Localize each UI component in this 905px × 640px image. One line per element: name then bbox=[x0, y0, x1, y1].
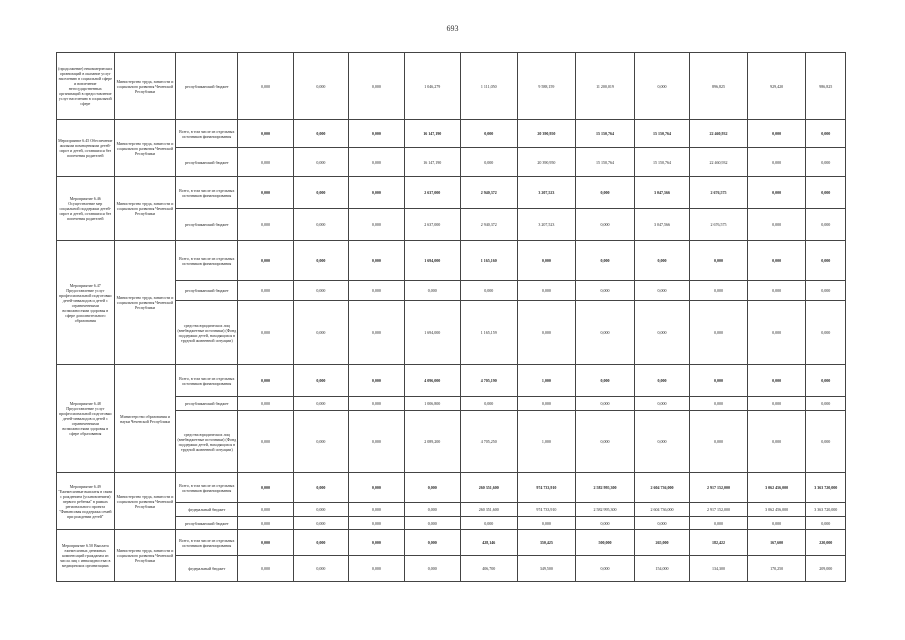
table-row bbox=[57, 530, 846, 556]
budget-value: 0,000 bbox=[747, 517, 806, 530]
budget-value: 0,000 bbox=[238, 411, 293, 473]
funding-source: Всего, в том числе из отдельных источников финансирования bbox=[176, 473, 238, 503]
budget-value: 0,000 bbox=[349, 148, 404, 177]
budget-value: 0,000 bbox=[517, 397, 576, 411]
activity-name: Мероприятие 6.47 Предоставление услуг профессиональной подготовки детей-инвалидов и детей с ограниченными возможностями здоровья в сфере дополнительного образования bbox=[57, 241, 115, 365]
budget-value: 1 165,159 bbox=[461, 301, 518, 365]
funding-source: Всего, в том числе из отдельных источников финансирования bbox=[176, 530, 238, 556]
page-number: 693 bbox=[446, 24, 459, 33]
funding-source: Всего, в том числе из отдельных источников финансирования bbox=[176, 120, 238, 148]
budget-value: 0,000 bbox=[690, 365, 748, 397]
budget-value: 0,000 bbox=[238, 397, 293, 411]
budget-value: 0,000 bbox=[806, 148, 846, 177]
budget-value: 0,000 bbox=[404, 281, 461, 301]
budget-value: 15 150,764 bbox=[576, 148, 635, 177]
budget-value: 0,000 bbox=[806, 517, 846, 530]
budget-value: 2 604 736,000 bbox=[634, 473, 689, 503]
budget-value: 0,000 bbox=[690, 241, 748, 281]
budget-value: 0,000 bbox=[238, 148, 293, 177]
budget-value: 986,825 bbox=[806, 53, 846, 120]
budget-value: 3 363 720,000 bbox=[806, 473, 846, 503]
budget-value: 974 733,910 bbox=[517, 503, 576, 517]
budget-value: 0,000 bbox=[293, 209, 348, 241]
budget-value: 0,000 bbox=[747, 120, 806, 148]
budget-value: 3 363 720,000 bbox=[806, 503, 846, 517]
budget-value: 0,000 bbox=[293, 53, 348, 120]
executor-name: Министерство труда, занятости и социального развития Чеченской Республики bbox=[114, 177, 176, 241]
budget-value: 2 940,372 bbox=[461, 209, 518, 241]
budget-value: 3 047,566 bbox=[634, 177, 689, 209]
budget-value: 0,000 bbox=[517, 281, 576, 301]
budget-value: 0,000 bbox=[690, 411, 748, 473]
budget-value: 0,000 bbox=[747, 177, 806, 209]
budget-value: 0,000 bbox=[293, 365, 348, 397]
budget-value: 0,000 bbox=[461, 397, 518, 411]
budget-value: 0,000 bbox=[806, 120, 846, 148]
budget-value: 0,000 bbox=[238, 556, 293, 582]
budget-value: 0,000 bbox=[634, 301, 689, 365]
budget-value: 0,000 bbox=[349, 209, 404, 241]
activity-name: Мероприятие 6.45 Обеспечение жилыми помещениями детей-сирот и детей, оставшихся без попечения родителей bbox=[57, 120, 115, 177]
budget-table bbox=[56, 52, 846, 582]
budget-value: 0,000 bbox=[576, 365, 635, 397]
budget-value: 0,000 bbox=[293, 473, 348, 503]
budget-value: 0,000 bbox=[349, 517, 404, 530]
budget-value: 2 582 995,300 bbox=[576, 503, 635, 517]
funding-source: республиканский бюджет bbox=[176, 209, 238, 241]
budget-value: 1 694,000 bbox=[404, 301, 461, 365]
table-row bbox=[57, 241, 846, 281]
budget-value: 0,000 bbox=[461, 120, 518, 148]
budget-value: 0,000 bbox=[806, 397, 846, 411]
funding-source: Всего, в том числе из отдельных источников финансирования bbox=[176, 241, 238, 281]
budget-value: 3 062 456,000 bbox=[747, 503, 806, 517]
executor-name: Министерство труда, занятости и социального развития Чеченской Республики bbox=[114, 241, 176, 365]
budget-value: 0,000 bbox=[349, 177, 404, 209]
funding-source: Всего, в том числе из отдельных источников финансирования bbox=[176, 177, 238, 209]
budget-value: 0,000 bbox=[293, 517, 348, 530]
budget-value: 1 165,160 bbox=[461, 241, 518, 281]
budget-value: 0,000 bbox=[238, 530, 293, 556]
budget-value: 22 460,932 bbox=[690, 120, 748, 148]
budget-value: 154,000 bbox=[634, 556, 689, 582]
budget-value: 0,000 bbox=[238, 473, 293, 503]
budget-value: 167,600 bbox=[747, 530, 806, 556]
budget-value: 0,000 bbox=[349, 397, 404, 411]
budget-value: 15 150,764 bbox=[576, 120, 635, 148]
budget-value: 9 588,159 bbox=[517, 53, 576, 120]
budget-value: 260 351,600 bbox=[461, 503, 518, 517]
budget-value: 0,000 bbox=[806, 411, 846, 473]
budget-value: 16 147,190 bbox=[404, 148, 461, 177]
executor-name: Министерство труда, занятости и социального развития Чеченской Республики bbox=[114, 53, 176, 120]
budget-value: 0,000 bbox=[576, 281, 635, 301]
budget-value: 0,000 bbox=[634, 53, 689, 120]
budget-value: 0,000 bbox=[238, 503, 293, 517]
budget-value: 20 390,950 bbox=[517, 148, 576, 177]
budget-value: 0,000 bbox=[747, 209, 806, 241]
budget-value: 11 200,019 bbox=[576, 53, 635, 120]
budget-value: 0,000 bbox=[349, 301, 404, 365]
budget-value: 0,000 bbox=[634, 411, 689, 473]
budget-value: 0,000 bbox=[634, 241, 689, 281]
budget-value: 0,000 bbox=[576, 411, 635, 473]
funding-source: республиканский бюджет bbox=[176, 517, 238, 530]
budget-value: 0,000 bbox=[293, 148, 348, 177]
activity-name: Мероприятие 6.48 Предоставление услуг профессиональной подготовки детей-инвалидов и детей с ограниченными возможностями здоровья в сфере образования bbox=[57, 365, 115, 473]
budget-value: 0,000 bbox=[576, 209, 635, 241]
budget-value: 896,825 bbox=[690, 53, 748, 120]
budget-value: 0,000 bbox=[461, 281, 518, 301]
budget-value: 0,000 bbox=[404, 556, 461, 582]
budget-value: 0,000 bbox=[576, 241, 635, 281]
budget-value: 1,000 bbox=[517, 365, 576, 397]
budget-value: 0,000 bbox=[238, 365, 293, 397]
budget-value: 0,000 bbox=[293, 281, 348, 301]
budget-value: 0,000 bbox=[349, 530, 404, 556]
funding-source: федеральный бюджет bbox=[176, 556, 238, 582]
funding-source: средства юридических лиц (внебюджетные источники) (Фонд поддержки детей, находящихся в трудной жизненной ситуации) bbox=[176, 301, 238, 365]
budget-value: 20 390,950 bbox=[517, 120, 576, 148]
budget-value: 0,000 bbox=[806, 241, 846, 281]
budget-value: 0,000 bbox=[747, 397, 806, 411]
executor-name: Министерство труда, занятости и социального развития Чеченской Республики bbox=[114, 120, 176, 177]
budget-value: 349,500 bbox=[517, 556, 576, 582]
budget-value: 0,000 bbox=[238, 241, 293, 281]
budget-value: 22 460,932 bbox=[690, 148, 748, 177]
budget-value: 0,000 bbox=[349, 556, 404, 582]
budget-value: 1 046,279 bbox=[404, 53, 461, 120]
budget-value: 0,000 bbox=[293, 397, 348, 411]
budget-value: 0,000 bbox=[404, 517, 461, 530]
budget-value: 0,000 bbox=[293, 241, 348, 281]
budget-value: 170,250 bbox=[747, 556, 806, 582]
budget-value: 0,000 bbox=[293, 301, 348, 365]
activity-name: Мероприятие 6.49 "Ежемесячные выплаты в связи с рождением (усыновлением) первого ребенка" в рамках регионального проекта "Финансовая поддержка семей при рождении детей" bbox=[57, 473, 115, 530]
budget-value: 0,000 bbox=[293, 503, 348, 517]
budget-value: 0,000 bbox=[690, 517, 748, 530]
budget-value: 0,000 bbox=[404, 503, 461, 517]
budget-value: 220,000 bbox=[806, 530, 846, 556]
budget-value: 428,146 bbox=[461, 530, 518, 556]
budget-value: 350,425 bbox=[517, 530, 576, 556]
budget-value: 0,000 bbox=[293, 120, 348, 148]
budget-value: 0,000 bbox=[517, 241, 576, 281]
budget-value: 0,000 bbox=[349, 120, 404, 148]
budget-value: 260 351,600 bbox=[461, 473, 518, 503]
budget-value: 0,000 bbox=[806, 209, 846, 241]
budget-value: 0,000 bbox=[349, 473, 404, 503]
budget-value: 0,000 bbox=[238, 301, 293, 365]
budget-value: 2 089,200 bbox=[404, 411, 461, 473]
budget-value: 406,700 bbox=[461, 556, 518, 582]
budget-value: 2 940,372 bbox=[461, 177, 518, 209]
funding-source: федеральный бюджет bbox=[176, 503, 238, 517]
budget-value: 4 705,250 bbox=[461, 411, 518, 473]
budget-value: 0,000 bbox=[747, 301, 806, 365]
budget-value: 134,300 bbox=[690, 556, 748, 582]
activity-name: (продолжение) некоммерческих организаций в оказание услуг населению в социальной сфере и вовлечение негосударственных организаций в предоставление услуг населению в социальной сфере bbox=[57, 53, 115, 120]
budget-value: 0,000 bbox=[690, 281, 748, 301]
activity-name: Мероприятие 6.46 Осуществление мер социальной поддержки детей-сирот и детей, оставшихся без попечения родителей bbox=[57, 177, 115, 241]
budget-value: 3 047,566 bbox=[634, 209, 689, 241]
budget-value: 0,000 bbox=[349, 53, 404, 120]
budget-value: 0,000 bbox=[238, 281, 293, 301]
budget-value: 3 207,523 bbox=[517, 177, 576, 209]
budget-value: 0,000 bbox=[517, 517, 576, 530]
table-row bbox=[57, 53, 846, 120]
budget-value: 929,420 bbox=[747, 53, 806, 120]
budget-value: 0,000 bbox=[404, 530, 461, 556]
funding-source: республиканский бюджет bbox=[176, 281, 238, 301]
budget-value: 0,000 bbox=[634, 281, 689, 301]
budget-value: 4 096,000 bbox=[404, 365, 461, 397]
budget-value: 0,000 bbox=[576, 517, 635, 530]
budget-value: 182,422 bbox=[690, 530, 748, 556]
budget-value: 0,000 bbox=[747, 148, 806, 177]
budget-value: 1 111,050 bbox=[461, 53, 518, 120]
budget-value: 2 582 995,300 bbox=[576, 473, 635, 503]
budget-value: 974 733,910 bbox=[517, 473, 576, 503]
budget-value: 0,000 bbox=[690, 397, 748, 411]
budget-value: 0,000 bbox=[806, 177, 846, 209]
budget-value: 0,000 bbox=[238, 177, 293, 209]
budget-value: 1 694,000 bbox=[404, 241, 461, 281]
table-row bbox=[57, 177, 846, 209]
budget-value: 0,000 bbox=[747, 411, 806, 473]
budget-value: 0,000 bbox=[576, 556, 635, 582]
budget-value: 0,000 bbox=[349, 281, 404, 301]
budget-value: 0,000 bbox=[576, 177, 635, 209]
budget-value: 2 676,575 bbox=[690, 177, 748, 209]
funding-source: средства юридических лиц (внебюджетные источники) (Фонд поддержки детей, находящихся в трудной жизненной ситуации) bbox=[176, 411, 238, 473]
budget-value: 0,000 bbox=[238, 517, 293, 530]
budget-value: 0,000 bbox=[747, 365, 806, 397]
budget-value: 0,000 bbox=[747, 241, 806, 281]
budget-value: 0,000 bbox=[349, 411, 404, 473]
budget-value: 265,000 bbox=[634, 530, 689, 556]
budget-value: 0,000 bbox=[461, 517, 518, 530]
executor-name: Министерство образования и науки Чеченской Республики bbox=[114, 365, 176, 473]
budget-value: 15 150,764 bbox=[634, 120, 689, 148]
budget-value: 15 150,764 bbox=[634, 148, 689, 177]
budget-value: 4 705,190 bbox=[461, 365, 518, 397]
budget-value: 2 676,575 bbox=[690, 209, 748, 241]
table-row bbox=[57, 365, 846, 397]
budget-value: 3 062 456,000 bbox=[747, 473, 806, 503]
budget-value: 0,000 bbox=[576, 397, 635, 411]
budget-value: 0,000 bbox=[349, 503, 404, 517]
budget-value: 0,000 bbox=[349, 365, 404, 397]
budget-value: 0,000 bbox=[576, 301, 635, 365]
budget-value: 0,000 bbox=[634, 517, 689, 530]
budget-value: 0,000 bbox=[517, 301, 576, 365]
table-row bbox=[57, 473, 846, 503]
budget-value: 2 637,000 bbox=[404, 177, 461, 209]
budget-value: 0,000 bbox=[806, 301, 846, 365]
executor-name: Министерство труда, занятости и социального развития Чеченской Республики bbox=[114, 473, 176, 530]
budget-value: 0,000 bbox=[634, 365, 689, 397]
budget-value: 0,000 bbox=[634, 397, 689, 411]
budget-value: 0,000 bbox=[806, 281, 846, 301]
budget-value: 2 604 736,000 bbox=[634, 503, 689, 517]
budget-value: 500,000 bbox=[576, 530, 635, 556]
funding-source: республиканский бюджет bbox=[176, 397, 238, 411]
budget-value: 0,000 bbox=[690, 301, 748, 365]
funding-source: республиканский бюджет bbox=[176, 53, 238, 120]
budget-value: 209,000 bbox=[806, 556, 846, 582]
budget-value: 0,000 bbox=[461, 148, 518, 177]
budget-value: 0,000 bbox=[293, 530, 348, 556]
budget-value: 0,000 bbox=[404, 473, 461, 503]
executor-name: Министерство труда, занятости и социального развития Чеченской Республики bbox=[114, 530, 176, 582]
budget-value: 1 006,800 bbox=[404, 397, 461, 411]
funding-source: Всего, в том числе из отдельных источников финансирования bbox=[176, 365, 238, 397]
budget-value: 16 147,190 bbox=[404, 120, 461, 148]
budget-value: 1,000 bbox=[517, 411, 576, 473]
budget-value: 0,000 bbox=[238, 209, 293, 241]
budget-value: 0,000 bbox=[349, 241, 404, 281]
funding-source: республиканский бюджет bbox=[176, 148, 238, 177]
table-row bbox=[57, 120, 846, 148]
budget-value: 0,000 bbox=[238, 120, 293, 148]
budget-value: 0,000 bbox=[747, 281, 806, 301]
budget-value: 2 917 152,000 bbox=[690, 473, 748, 503]
budget-value: 0,000 bbox=[293, 556, 348, 582]
activity-name: Мероприятие 6.50 Выплата ежемесячных денежных компенсаций гражданам из числа лиц с инвалидностью в медицинских организациях bbox=[57, 530, 115, 582]
budget-value: 0,000 bbox=[806, 365, 846, 397]
budget-value: 3 207,523 bbox=[517, 209, 576, 241]
budget-value: 0,000 bbox=[238, 53, 293, 120]
budget-value: 2 637,000 bbox=[404, 209, 461, 241]
budget-value: 0,000 bbox=[293, 411, 348, 473]
budget-value: 0,000 bbox=[293, 177, 348, 209]
budget-value: 2 917 152,000 bbox=[690, 503, 748, 517]
